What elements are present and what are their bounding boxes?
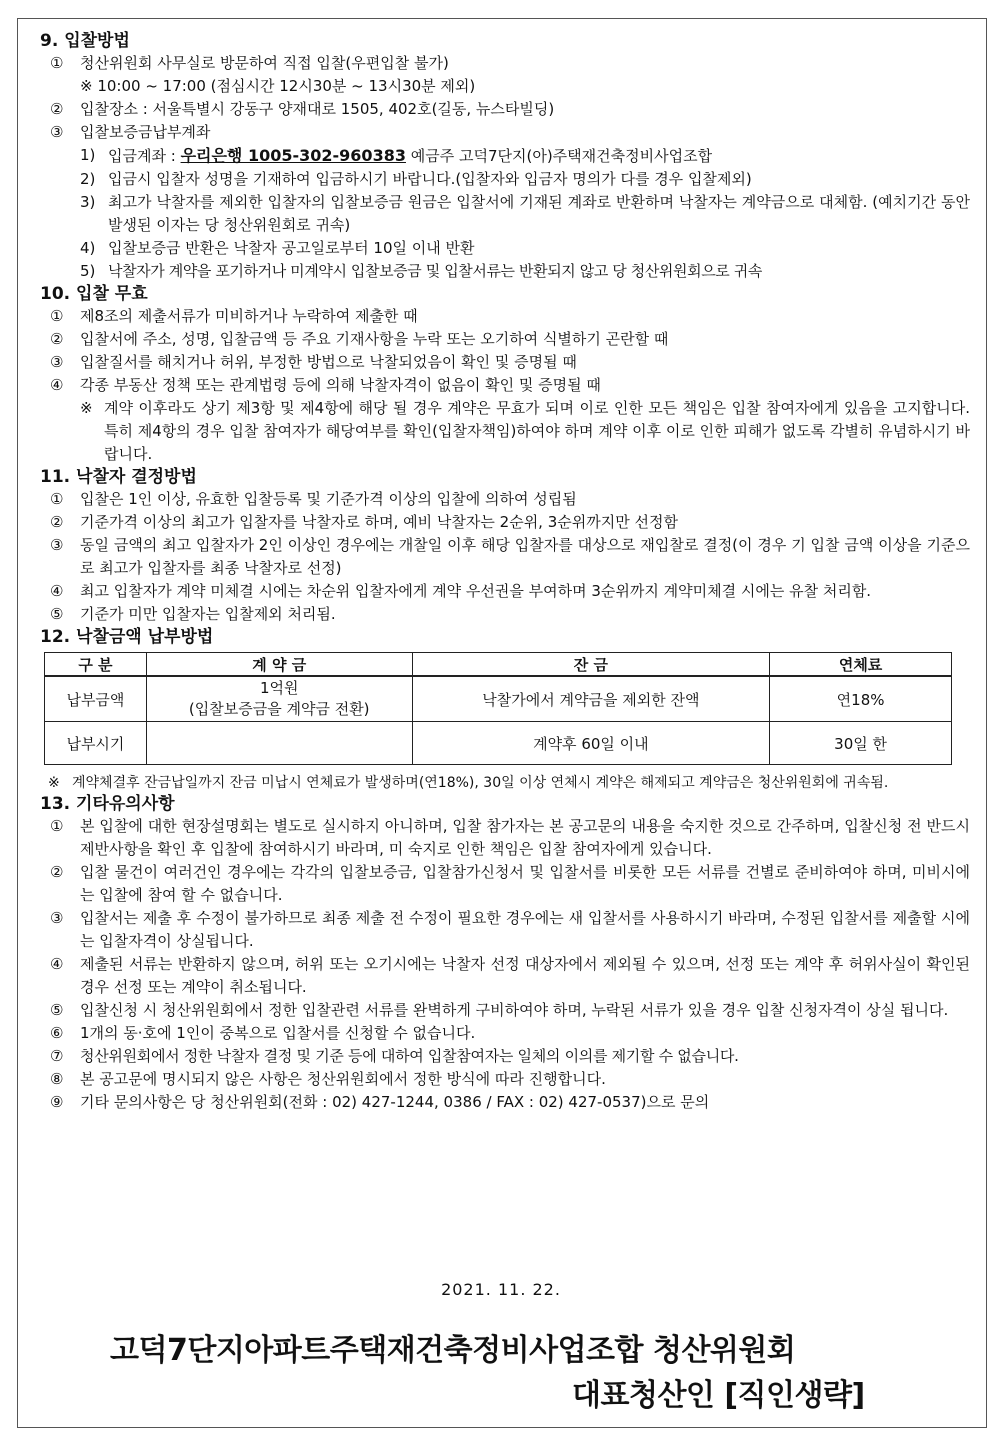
s10-note: ※ 계약 이후라도 상기 제3항 및 제4항에 해당 될 경우 계약은 무효가 되며 이로 인한 모든 책임은 입찰 참여자에게 있음을 고지합니다. 특히 제4항의 경우 입찰 참여자가 해당여부를 확인(입찰자책임)하여야 하며 계약 이후 이로 인한 피해가 없도록 각별히 유념하시기 바랍니다. (80, 399, 970, 463)
s10-item-4: ④ 각종 부동산 정책 또는 관계법령 등에 의해 낙찰자격이 없음이 확인 및 증명될 때 (50, 376, 601, 394)
s13-item-1: ① 본 입찰에 대한 현장설명회는 별도로 실시하지 아니하며, 입찰 참가자는 본 공고문의 내용을 숙지한 것으로 간주하며, 입찰신청 전 반드시 제반사항을 확인 후 입찰에 참여하시기 바라며, 미 숙지로 인한 책임은 입찰 참여자에게 있습니다. (50, 817, 970, 858)
table-cell: 연18% (770, 676, 952, 722)
table-header: 잔 금 (412, 653, 770, 677)
section-12-title: 12. 낙찰금액 납부방법 (40, 627, 214, 647)
s13-item-3: ③ 입찰서는 제출 후 수정이 불가하므로 최종 제출 전 수정이 필요한 경우에는 새 입찰서를 사용하시기 바라며, 수정된 입찰서를 제출할 시에는 입찰자격이 상실됩니다. (50, 909, 970, 950)
table-header: 연체료 (770, 653, 952, 677)
s10-item-3: ③ 입찰질서를 해치거나 허위, 부정한 방법으로 낙찰되었음이 확인 및 증명될 때 (50, 353, 577, 371)
section-10-title: 10. 입찰 무효 (40, 284, 148, 304)
table-cell: 계약후 60일 이내 (412, 722, 770, 765)
s9-sub-1: 1) 입금계좌 : 우리은행 1005-302-960383 예금주 고덕7단지(아)주택재건축정비사업조합 (80, 146, 713, 165)
s13-item-8: ⑧ 본 공고문에 명시되지 않은 사항은 청산위원회에서 정한 방식에 따라 진행합니다. (50, 1070, 606, 1088)
s13-item-7: ⑦ 청산위원회에서 정한 낙찰자 결정 및 기준 등에 대하여 입찰참여자는 일체의 이의를 제기할 수 없습니다. (50, 1047, 739, 1065)
table-cell: 낙찰가에서 계약금을 제외한 잔액 (412, 676, 770, 722)
table-cell (146, 722, 412, 765)
s13-item-2: ② 입찰 물건이 여러건인 경우에는 각각의 입찰보증금, 입찰참가신청서 및 입찰서를 비롯한 모든 서류를 건별로 준비하여야 하며, 미비시에는 입찰에 참여 할 수 없습니다. (50, 863, 970, 904)
s11-item-3: ③ 동일 금액의 최고 입찰자가 2인 이상인 경우에는 개찰일 이후 해당 입찰자를 대상으로 재입찰로 결정(이 경우 기 입찰 금액 이상을 기준으로 최고가 입찰자를 최종 낙찰자로 선정) (50, 536, 970, 577)
s9-time-note: ※ 10:00 ~ 17:00 (점심시간 12시30분 ~ 13시30분 제외) (80, 77, 476, 95)
s9-item-3: ③ 입찰보증금납부계좌 (50, 123, 211, 141)
payment-table (44, 652, 952, 765)
table-row (45, 722, 952, 765)
table-header: 계 약 금 (146, 653, 412, 677)
table-cell: 1억원 (입찰보증금을 계약금 전환) (146, 676, 412, 722)
table-row (45, 676, 952, 722)
bank-account: 우리은행 1005-302-960383 (180, 146, 406, 165)
document-body (40, 30, 970, 1114)
s11-item-2: ② 기준가격 이상의 최고가 입찰자를 낙찰자로 하며, 예비 낙찰자는 2순위, 3순위까지만 선정함 (50, 513, 678, 531)
s11-item-5: ⑤ 기준가 미만 입찰자는 입찰제외 처리됨. (50, 605, 336, 623)
organization-name: 고덕7단지아파트주택재건축정비사업조합 청산위원회 (110, 1333, 796, 1368)
s13-item-5: ⑤ 입찰신청 시 청산위원회에서 정한 입찰관련 서류를 완벽하게 구비하여야 하며, 누락된 서류가 있을 경우 입찰 신청자격이 상실 됩니다. (50, 1001, 949, 1019)
s12-note: ※ 계약체결후 잔금납일까지 잔금 미납시 연체료가 발생하며(연18%), 30일 이상 연체시 계약은 해제되고 계약금은 청산위원회에 귀속됨. (48, 775, 889, 791)
s13-item-9: ⑨ 기타 문의사항은 당 청산위원회(전화 : 02) 427-1244, 0386 / FAX : 02) 427-0537)으로 문의 (50, 1093, 710, 1111)
table-cell: 30일 한 (770, 722, 952, 765)
s10-item-1: ① 제8조의 제출서류가 미비하거나 누락하여 제출한 때 (50, 307, 418, 325)
representative-signature: 대표청산인 [직인생략] (572, 1378, 865, 1413)
s13-item-6: ⑥ 1개의 동·호에 1인이 중복으로 입찰서를 신청할 수 없습니다. (50, 1024, 476, 1042)
table-cell: 납부시기 (45, 722, 147, 765)
s9-item-2: ② 입찰장소 : 서울특별시 강동구 양재대로 1505, 402호(길동, 뉴스타빌딩) (50, 100, 555, 118)
table-header-row (45, 653, 952, 677)
announcement-date: 2021. 11. 22. (441, 1280, 561, 1299)
s10-item-2: ② 입찰서에 주소, 성명, 입찰금액 등 주요 기재사항을 누락 또는 오기하여 식별하기 곤란할 때 (50, 330, 669, 348)
s11-item-4: ④ 최고 입찰자가 계약 미체결 시에는 차순위 입찰자에게 계약 우선권을 부여하며 3순위까지 계약미체결 시에는 유찰 처리함. (50, 582, 872, 600)
table-cell: 납부금액 (45, 676, 147, 722)
s9-sub-4: 4) 입찰보증금 반환은 낙찰자 공고일로부터 10일 이내 반환 (80, 239, 475, 257)
section-13-title: 13. 기타유의사항 (40, 794, 175, 814)
s9-item-1: ① 청산위원회 사무실로 방문하여 직접 입찰(우편입찰 불가) (50, 54, 449, 72)
s9-sub-5: 5) 낙찰자가 계약을 포기하거나 미계약시 입찰보증금 및 입찰서류는 반환되지 않고 당 청산위원회으로 귀속 (80, 262, 762, 280)
section-11-title: 11. 낙찰자 결정방법 (40, 467, 197, 487)
s9-sub-2: 2) 입금시 입찰자 성명을 기재하여 입금하시기 바랍니다.(입찰자와 입금자 명의가 다를 경우 입찰제외) (80, 170, 752, 188)
table-header: 구 분 (45, 653, 147, 677)
s9-sub-3: 3) 최고가 낙찰자를 제외한 입찰자의 입찰보증금 원금은 입찰서에 기재된 계좌로 반환하며 낙찰자는 계약금으로 대체함. (예치기간 동안 발생된 이자는 당 청산위원회로 귀속) (80, 193, 970, 234)
section-9-title: 9. 입찰방법 (40, 31, 130, 51)
s11-item-1: ① 입찰은 1인 이상, 유효한 입찰등록 및 기준가격 이상의 입찰에 의하여 성립됨 (50, 490, 577, 508)
s13-item-4: ④ 제출된 서류는 반환하지 않으며, 허위 또는 오기시에는 낙찰자 선정 대상자에서 제외될 수 있으며, 선정 또는 계약 후 허위사실이 확인된 경우 선정 또는 계약이 취소됩니다. (50, 955, 970, 996)
